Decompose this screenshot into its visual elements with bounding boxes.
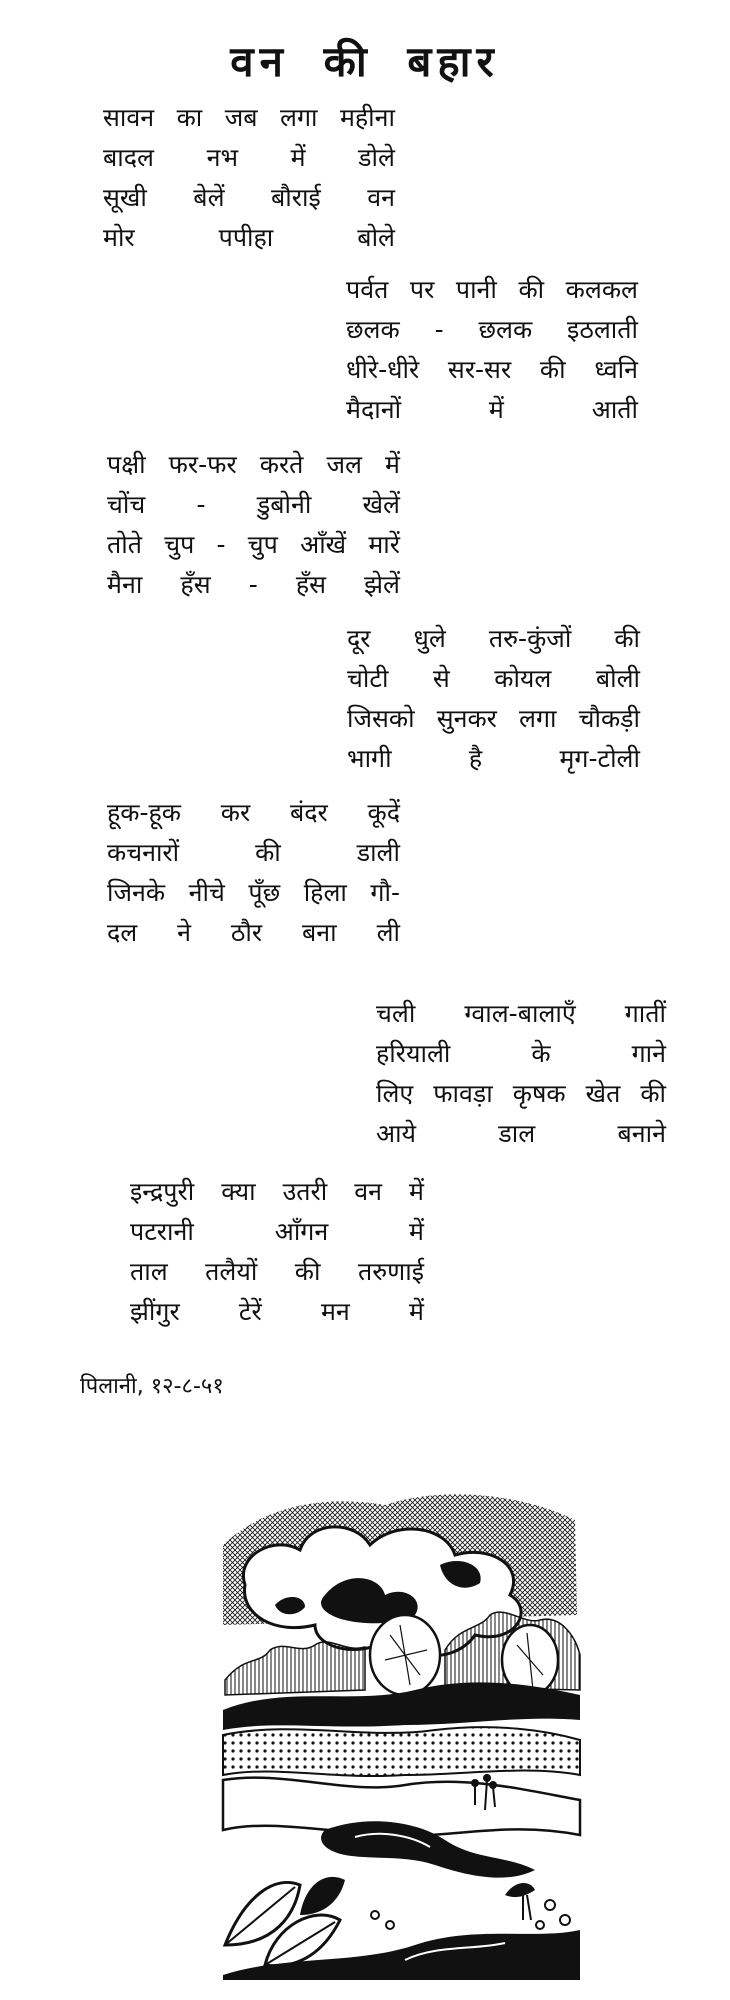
poem-line: बादल नभ में डोले [103,143,395,172]
stanza-2 [346,270,638,430]
stanza-4 [347,619,640,779]
poem-line: तोते चुप - चुप आँखें मारें [107,530,400,559]
stanza-3 [107,445,400,605]
poem-line: सूखी बेलें बौराई वन [103,183,395,212]
poem-line: झींगुर टेरें मन में [130,1297,424,1326]
poem-line: मैना हँस - हँस झेलें [107,570,400,599]
poem-title: वन की बहार [230,37,500,87]
poem-line: चोंच - डुबोनी खेलें [107,490,400,519]
poem-line: कचनारों की डाली [107,838,400,867]
stanza-6 [376,994,666,1154]
poem-line: हूक-हूक कर बंदर कूदें [107,798,400,827]
poem-line: छलक - छलक इठलाती [346,315,638,344]
poem-line: भागी है मृग-टोली [347,744,640,773]
poem-line: जिनके नीचे पूँछ हिला गौ- [107,878,400,907]
poem-line: पटरानी आँगन में [130,1217,424,1246]
poem-line: पर्वत पर पानी की कलकल [346,275,638,304]
poem-line: मोर पपीहा बोले [103,223,395,252]
poem-line: धीरे-धीरे सर-सर की ध्वनि [346,355,638,384]
poem-line: इन्द्रपुरी क्या उतरी वन में [130,1177,424,1206]
poem-line: मैदानों में आती [346,395,638,424]
poem-line: दूर धुले तरु-कुंजों की [347,624,640,653]
poem-line: हरियाली के गाने [376,1039,666,1068]
poem-line: पक्षी फर-फर करते जल में [107,450,400,479]
poem-line: चोटी से कोयल बोली [347,664,640,693]
stanza-1 [103,98,395,258]
stanza-7 [130,1172,424,1332]
poem-line: सावन का जब लगा महीना [103,103,395,132]
stanza-5 [107,793,400,953]
place-date: पिलानी, १२-८-५१ [80,1374,224,1399]
poem-line: दल ने ठौर बना ली [107,918,400,947]
landscape-illustration-icon [205,1475,605,1985]
poem-line: जिसको सुनकर लगा चौकड़ी [347,704,640,733]
poem-line: आये डाल बनाने [376,1119,666,1148]
poem-line: लिए फावड़ा कृषक खेत की [376,1079,666,1108]
poem-line: ताल तलैयों की तरुणाई [130,1257,424,1286]
poem-line: चली ग्वाल-बालाएँ गातीं [376,999,666,1028]
